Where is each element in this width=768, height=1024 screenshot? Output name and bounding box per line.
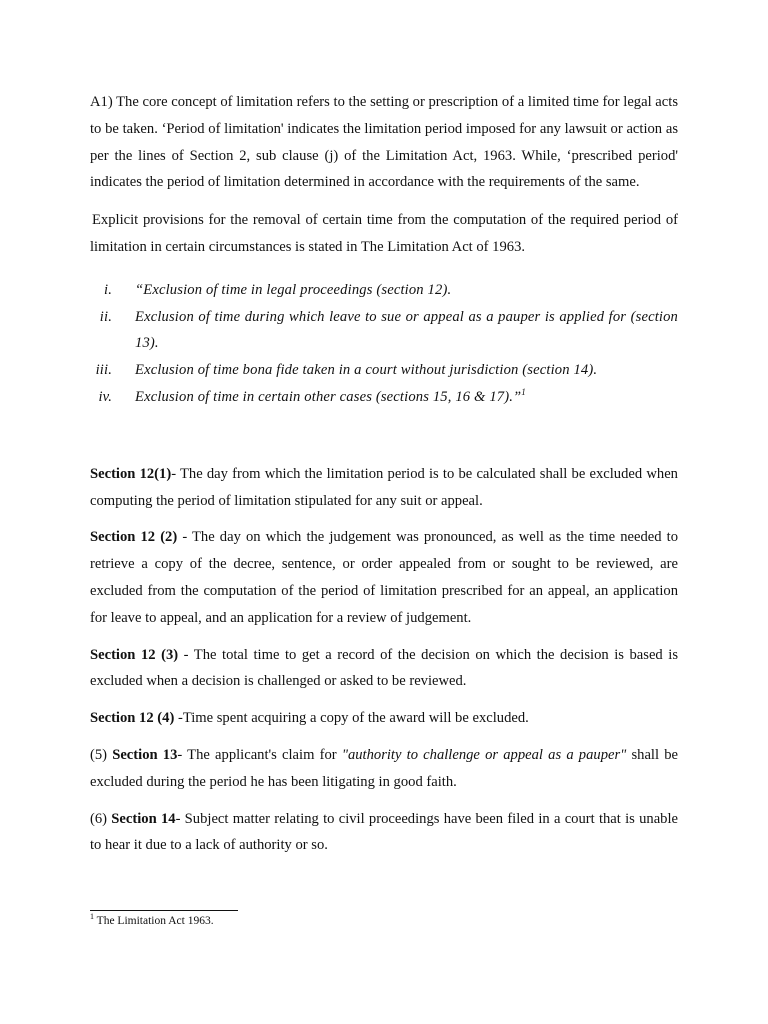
section-heading: Section 12(1) [90,465,172,482]
list-item-number: ii. [99,308,112,325]
list-item-text: Exclusion of time bona fide taken in a court without jurisdiction (section 14). [135,362,598,379]
section-heading: Section 14 [111,810,176,827]
section-text: - The day from which the limitation period is to be calculated shall be excluded when computing the period of limitation stipulated for any suit or appeal. [90,465,678,509]
list-item [90,357,678,384]
paragraph-explicit-provisions: Explicit provisions for the removal of certain time from the computation of the required period of limitation in certain circumstances is stated in The Limitation Act of 1963. [90,212,678,255]
section-12-3 [90,642,678,696]
section-12-4 [90,705,678,732]
paragraph-a1: A1) The core concept of limitation refers to the setting or prescription of a limited time for legal acts to be taken. ‘Period of limitation' indicates the limitation period imposed for any lawsuit or action as per the lines of Section 2, sub clause (j) of the Limitation Act, 1963. While, ‘prescribed period' indicates the period of limitation determined in accordance with the requirements of the same. [90,94,678,191]
section-prefix: (5) [90,746,113,763]
section-13 [90,742,678,796]
section-prefix: (6) [90,810,112,827]
section-heading: Section 12 (2) [90,529,178,546]
section-heading: Section 12 (4) [90,710,175,727]
list-item [90,277,678,304]
section-heading: Section 13 [112,746,178,763]
section-text: - The day on which the judgement was pronounced, as well as the time needed to retrieve a copy of the decree, sentence, or order appealed from or sought to be reviewed, are excluded from the computation of the period of limitation prescribed for an appeal, an application for leave to appeal, and an application for a review of judgement. [90,529,678,626]
footnote-number: 1 [90,912,94,922]
section-12-1 [90,461,678,515]
section-text: - The total time to get a record of the decision on which the decision is based is excluded when a decision is challenged or asked to be reviewed. [90,646,679,690]
list-item [90,304,678,358]
list-item-number: iii. [95,362,112,379]
list-item-text: “Exclusion of time in legal proceedings (section 12). [135,281,452,298]
section-text: - Subject matter relating to civil proceedings have been filed in a court that is unable to hear it due to a lack of authority or so. [90,810,678,854]
footnote-divider [90,910,238,911]
section-heading: Section 12 (3) [90,646,179,663]
list-item [90,384,678,411]
footnote-reference: 1 [521,387,526,398]
section-text: -Time spent acquiring a copy of the award will be excluded. [174,710,529,727]
list-item-number: i. [103,281,112,298]
section-text: - The applicant's claim for [177,746,342,763]
list-item-text: Exclusion of time during which leave to sue or appeal as a pauper is applied for (section 13). [135,308,678,352]
section-14 [90,806,678,860]
exclusion-list [90,277,678,411]
list-item-number: iv. [98,388,112,405]
document-body [90,89,678,869]
footnote [90,914,214,928]
footnote-text: The Limitation Act 1963. [94,915,214,927]
list-item-text: Exclusion of time in certain other cases (sections 15, 16 & 17).” [135,388,522,405]
section-quote: "authority to challenge or appeal as a pauper" [341,746,627,763]
section-text: shall be excluded during the period he has been litigating in good faith. [90,746,678,790]
section-12-2 [90,524,678,631]
